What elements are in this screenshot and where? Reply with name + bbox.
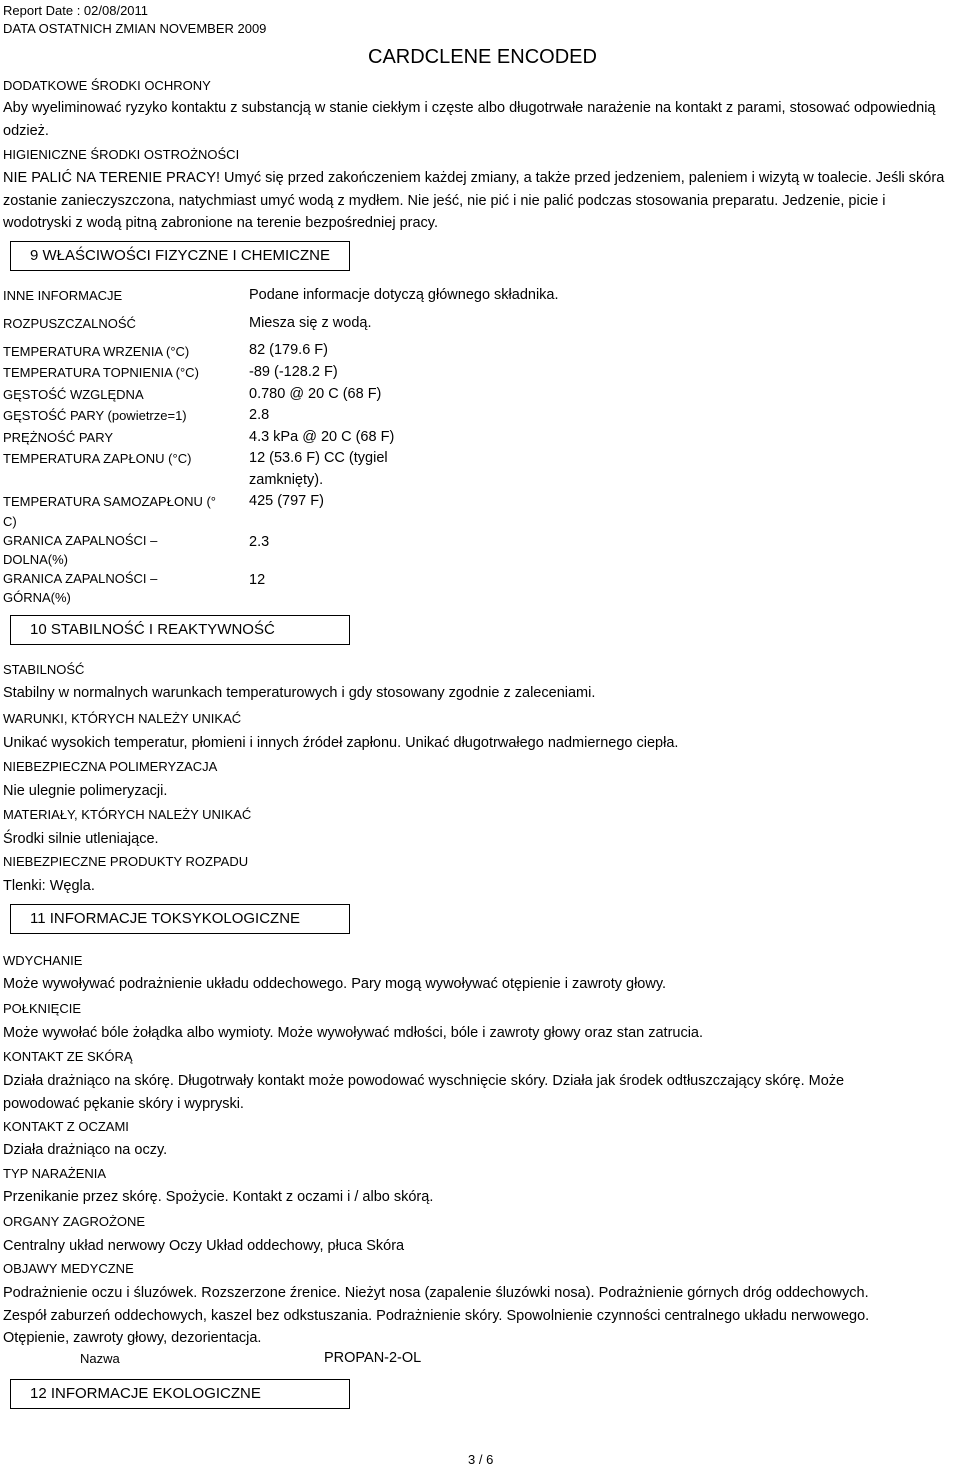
property-label: GĘSTOŚĆ WZGLĘDNA bbox=[3, 387, 144, 402]
property-value: 0.780 @ 20 C (68 F) bbox=[249, 386, 382, 402]
info-text: Przenikanie przez skórę. Spożycie. Kontakt z oczami i / albo skórą. bbox=[3, 1189, 434, 1205]
ppe-text: Aby wyeliminować ryzyko kontaktu z substancją w stanie ciekłym i częste albo długotrwałe narażenie na kontakt z parami, stosować odpowiednią odzież. bbox=[3, 100, 936, 139]
info-text: Działa drażniąco na skórę. Długotrwały kontakt może powodować wyschnięcie skóry. Działa jak środek odtłuszczający skórę. Może powodować pękanie skóry i wypryski. bbox=[3, 1073, 845, 1112]
section-10-title: 10 STABILNOŚĆ I REAKTYWNOŚĆ bbox=[30, 621, 275, 638]
section-9-header bbox=[10, 241, 350, 271]
property-label: DOLNA(%) bbox=[3, 552, 69, 567]
product-name: CARDCLENE ENCODED bbox=[368, 46, 597, 68]
section-10-header bbox=[10, 615, 350, 645]
property-label: TEMPERATURA TOPNIENIA (°C) bbox=[3, 365, 199, 380]
property-label: INNE INFORMACJE bbox=[3, 288, 123, 303]
property-value: Miesza się z wodą. bbox=[249, 315, 372, 331]
property-value: 4.3 kPa @ 20 C (68 F) bbox=[249, 429, 395, 445]
info-heading: KONTAKT Z OCZAMI bbox=[3, 1119, 129, 1134]
info-heading: WARUNKI, KTÓRYCH NALEŻY UNIKAĆ bbox=[3, 711, 242, 726]
property-value: 2.3 bbox=[249, 534, 270, 550]
info-heading: KONTAKT ZE SKÓRĄ bbox=[3, 1049, 133, 1064]
info-heading: POŁKNIĘCIE bbox=[3, 1001, 82, 1016]
info-text: Środki silnie utleniające. bbox=[3, 831, 159, 847]
hygiene-heading: HIGIENICZNE ŚRODKI OSTROŻNOŚCI bbox=[3, 147, 240, 162]
revision-date: DATA OSTATNICH ZMIAN NOVEMBER 2009 bbox=[3, 21, 267, 36]
ppe-heading: DODATKOWE ŚRODKI OCHRONY bbox=[3, 78, 211, 93]
property-value: 12 bbox=[249, 572, 266, 588]
substance-name-value: PROPAN-2-OL bbox=[324, 1350, 422, 1366]
section-12-header bbox=[10, 1379, 350, 1409]
substance-name-label: Nazwa bbox=[80, 1351, 120, 1366]
info-text: Może wywoływać podrażnienie układu oddechowego. Pary mogą wywoływać otępienie i zawroty głowy. bbox=[3, 976, 667, 992]
info-heading: STABILNOŚĆ bbox=[3, 662, 85, 677]
property-label: GRANICA ZAPALNOŚCI – bbox=[3, 571, 158, 586]
info-text: Unikać wysokich temperatur, płomieni i innych źródeł zapłonu. Unikać długotrwałego nadmiernego ciepła. bbox=[3, 735, 679, 751]
property-value: Podane informacje dotyczą głównego składnika. bbox=[249, 287, 559, 303]
property-label: C) bbox=[3, 514, 17, 529]
property-value: 425 (797 F) bbox=[249, 493, 324, 509]
info-text: Stabilny w normalnych warunkach temperaturowych i gdy stosowany zgodnie z zaleceniami. bbox=[3, 685, 596, 701]
hygiene-text: NIE PALIĆ NA TERENIE PRACY! Umyć się przed zakończeniem każdej zmiany, a także przed jedzeniem, paleniem i wizytą w toalecie. Jeśli skóra zostanie zanieczyszczona, natychmiast umyć wodą z mydłem. Nie jeść, nie pić i nie palić podczas stosowania preparatu. Jedzenie, picie i wodotryski z wodą pitną zabronione na terenie bezpośredniej pracy. bbox=[3, 170, 945, 231]
property-label: TEMPERATURA WRZENIA (°C) bbox=[3, 344, 190, 359]
section-12-title: 12 INFORMACJE EKOLOGICZNE bbox=[30, 1385, 261, 1402]
info-heading: TYP NARAŻENIA bbox=[3, 1166, 107, 1181]
info-heading: MATERIAŁY, KTÓRYCH NALEŻY UNIKAĆ bbox=[3, 807, 252, 822]
section-11-header bbox=[10, 904, 350, 934]
info-text: Nie ulegnie polimeryzacji. bbox=[3, 783, 168, 799]
info-text: Centralny układ nerwowy Oczy Układ oddechowy, płuca Skóra bbox=[3, 1238, 405, 1254]
property-value: zamknięty). bbox=[249, 472, 324, 488]
property-label: ROZPUSZCZALNOŚĆ bbox=[3, 316, 136, 331]
property-value: 12 (53.6 F) CC (tygiel bbox=[249, 450, 388, 466]
section-11-title: 11 INFORMACJE TOKSYKOLOGICZNE bbox=[30, 910, 301, 927]
report-date: Report Date : 02/08/2011 bbox=[3, 3, 149, 18]
info-heading: NIEBEZPIECZNE PRODUKTY ROZPADU bbox=[3, 854, 249, 869]
info-heading: ORGANY ZAGROŻONE bbox=[3, 1214, 146, 1229]
property-value: 2.8 bbox=[249, 407, 270, 423]
page-number: 3 / 6 bbox=[468, 1452, 494, 1467]
property-label: GRANICA ZAPALNOŚCI – bbox=[3, 533, 158, 548]
property-value: -89 (-128.2 F) bbox=[249, 364, 338, 380]
info-text: Podrażnienie oczu i śluzówek. Rozszerzone źrenice. Nieżyt nosa (zapalenie śluzówki nosa). Podrażnienie górnych dróg oddechowych. Zespół zaburzeń oddechowych, kaszel bez odkstuszania. Podrażnienie skóry. Spowolnienie czynności centralnego układu nerwowego. Otępienie, zawroty głowy, dezorientacja. bbox=[3, 1285, 870, 1346]
info-text: Może wywołać bóle żołądka albo wymioty. Może wywoływać mdłości, bóle i zawroty głowy oraz stan zatrucia. bbox=[3, 1025, 704, 1041]
property-label: TEMPERATURA ZAPŁONU (°C) bbox=[3, 451, 192, 466]
info-heading: NIEBEZPIECZNA POLIMERYZACJA bbox=[3, 759, 218, 774]
property-label: GÓRNA(%) bbox=[3, 590, 71, 605]
info-text: Działa drażniąco na oczy. bbox=[3, 1142, 168, 1158]
property-label: GĘSTOŚĆ PARY (powietrze=1) bbox=[3, 408, 187, 423]
info-heading: WDYCHANIE bbox=[3, 953, 83, 968]
property-value: 82 (179.6 F) bbox=[249, 342, 328, 358]
info-heading: OBJAWY MEDYCZNE bbox=[3, 1261, 134, 1276]
property-label: TEMPERATURA SAMOZAPŁONU (° bbox=[3, 494, 216, 509]
property-label: PRĘŻNOŚĆ PARY bbox=[3, 430, 114, 445]
section-9-title: 9 WŁAŚCIWOŚCI FIZYCZNE I CHEMICZNE bbox=[30, 247, 331, 264]
info-text: Tlenki: Węgla. bbox=[3, 878, 95, 894]
